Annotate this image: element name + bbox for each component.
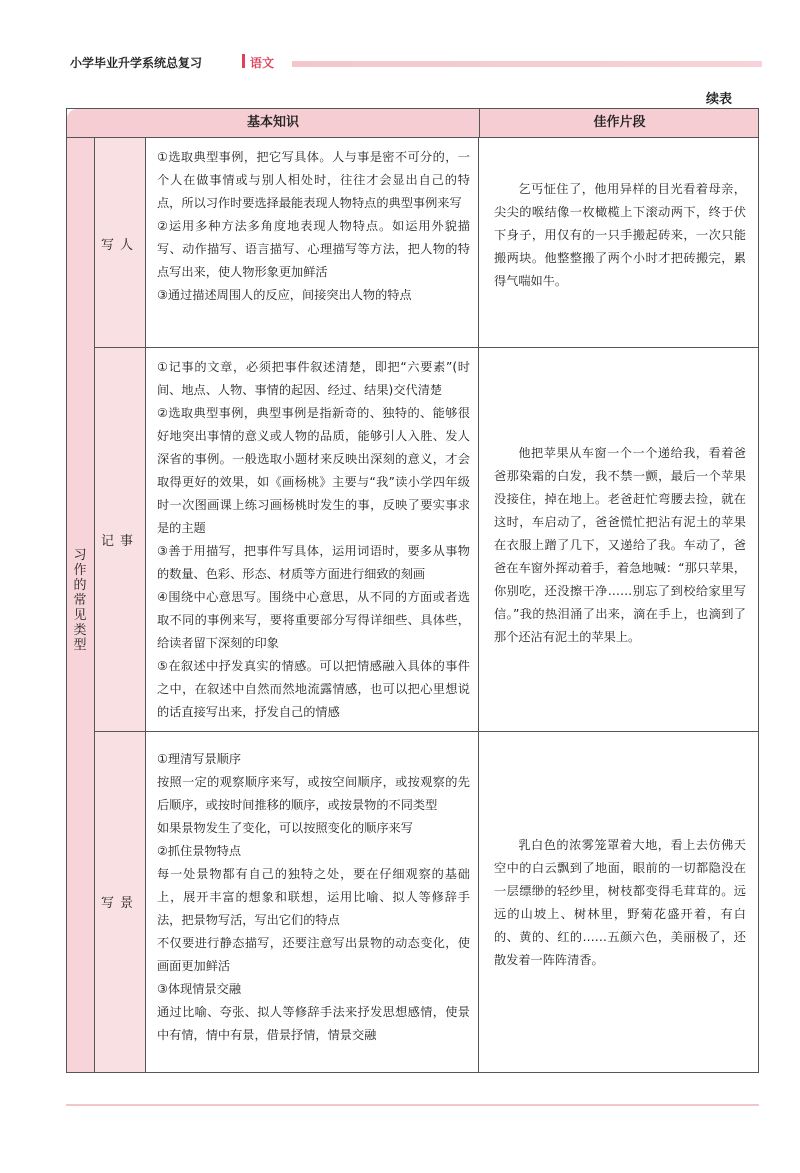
excerpt-cell [480,348,758,731]
type-label: 写景 [100,896,139,911]
knowledge-point: ③通过描述周围人的反应，间接突出人物的特点 [157,288,412,302]
knowledge-cell [146,348,479,731]
page-header [52,52,762,74]
knowledge-point: ①理清写景顺序 [157,752,242,766]
knowledge-point: ②运用多种方法多角度地表现人物特点。如运用外貌描写、动作描写、语言描写、心理描写等方法，把人物的特点写出来，使人物形象更加鲜活 [157,219,470,279]
knowledge-point: ③体现情景交融 [157,982,242,996]
col-header-excerpt: 佳作片段 [479,109,759,137]
category-label: 习作的常见类型 [73,548,87,653]
excerpt-text: 他把苹果从车窗一个一个递给我，看着爸爸那染霜的白发，我不禁一颤，最后一个苹果没接住，掉在地上。老爸赶忙弯腰去捡，就在这时，车启动了，爸爸慌忙把沾有泥土的苹果在衣服上蹭了几下，又递给了我。车动了，爸爸在车窗外挥动着手，着急地喊：“那只苹果，你别吃，还没擦干净……别忘了到校给家里写信。”我的热泪涌了出来，滴在手上，也滴到了那个还沾有泥土的苹果上。 [494,446,746,644]
type-cell [95,732,146,1072]
table-row-narrative [95,347,758,731]
category-cell [67,138,95,1072]
type-cell [95,138,146,347]
type-label: 写人 [100,238,139,253]
knowledge-cell [146,138,479,347]
header-separator [242,54,245,68]
excerpt-text: 乞丐怔住了，他用异样的目光看着母亲，尖尖的喉结像一枚橄榄上下滚动两下，终于伏下身子，用仅有的一只手搬起砖来，一次只能搬两块。他整整搬了两个小时才把砖搬完，累得气喘如牛。 [494,182,746,288]
knowledge-point: 按照一定的观察顺序来写，或按空间顺序，或按观察的先后顺序，或按时间推移的顺序，或按景物的不同类型 [157,775,470,812]
knowledge-point: ②抓住景物特点 [157,844,242,858]
subject-label: 语文 [250,56,275,70]
col-header-knowledge: 基本知识 [246,115,299,130]
knowledge-cell [146,732,479,1072]
table-header [67,109,758,138]
knowledge-point: ①记事的文章，必须把事件叙述清楚，即把“六要素”(时间、地点、人物、事情的起因、经过、结果)交代清楚 [157,360,470,397]
excerpt-cell [480,732,758,1072]
book-title: 小学毕业升学系统总复习 [70,56,203,70]
knowledge-point: ⑤在叙述中抒发真实的情感。可以把情感融入具体的事件之中，在叙述中自然而然地流露情感，也可以把心里想说的话直接写出来，抒发自己的情感 [157,659,470,719]
writing-types-table [66,108,759,1073]
continued-label: 续表 [706,92,733,107]
knowledge-point: 通过比喻、夸张、拟人等修辞手法来抒发思想感情，使景中有情，情中有景，借景抒情，情景交融 [157,1005,470,1042]
knowledge-point: ②选取典型事例，典型事例是指新奇的、独特的、能够很好地突出事情的意义或人物的品质，能够引人入胜、发人深省的事例。一般选取小题材来反映出深刻的意义，才会取得更好的效果，如《画杨桃》主要与“我”读小学四年级时一次图画课上练习画杨桃时发生的事，反映了要实事求是的主题 [157,406,470,535]
knowledge-point: 不仅要进行静态描写，还要注意写出景物的动态变化，使画面更加鲜活 [157,936,470,973]
knowledge-point: 每一处景物都有自己的独特之处，要在仔细观察的基础上，展开丰富的想象和联想，运用比喻、拟人等修辞手法，把景物写活，写出它们的特点 [157,867,470,927]
footer-decor-line [66,1104,759,1106]
knowledge-point: ④围绕中心意思写。围绕中心意思，从不同的方面或者选取不同的事例来写，要将重要部分写得详细些、具体些，给读者留下深刻的印象 [157,590,470,650]
type-label: 记事 [100,534,139,549]
knowledge-point: 如果景物发生了变化，可以按照变化的顺序来写 [157,821,413,835]
knowledge-point: ①选取典型事例，把它写具体。人与事是密不可分的，一个人在做事情或与别人相处时，往往才会显出自己的特点，所以习作时要选择最能表现人物特点的典型事例来写 [157,150,470,210]
excerpt-cell [480,138,758,347]
table-row-portrait [95,138,758,347]
excerpt-text: 乳白色的浓雾笼罩着大地，看上去仿佛天空中的白云飘到了地面，眼前的一切都隐没在一层缥缈的轻纱里，树枝都变得毛茸茸的。远远的山坡上、树林里，野菊花盛开着，有白的、黄的、红的……五颜六色，美丽极了，还散发着一阵阵清香。 [494,838,746,967]
table-row-scenery [95,731,758,1072]
type-cell [95,348,146,731]
knowledge-point: ③善于用描写，把事件写具体，运用词语时，要多从事物的数量、色彩、形态、材质等方面进行细致的刻画 [157,544,470,581]
header-decor-bar [292,61,762,67]
